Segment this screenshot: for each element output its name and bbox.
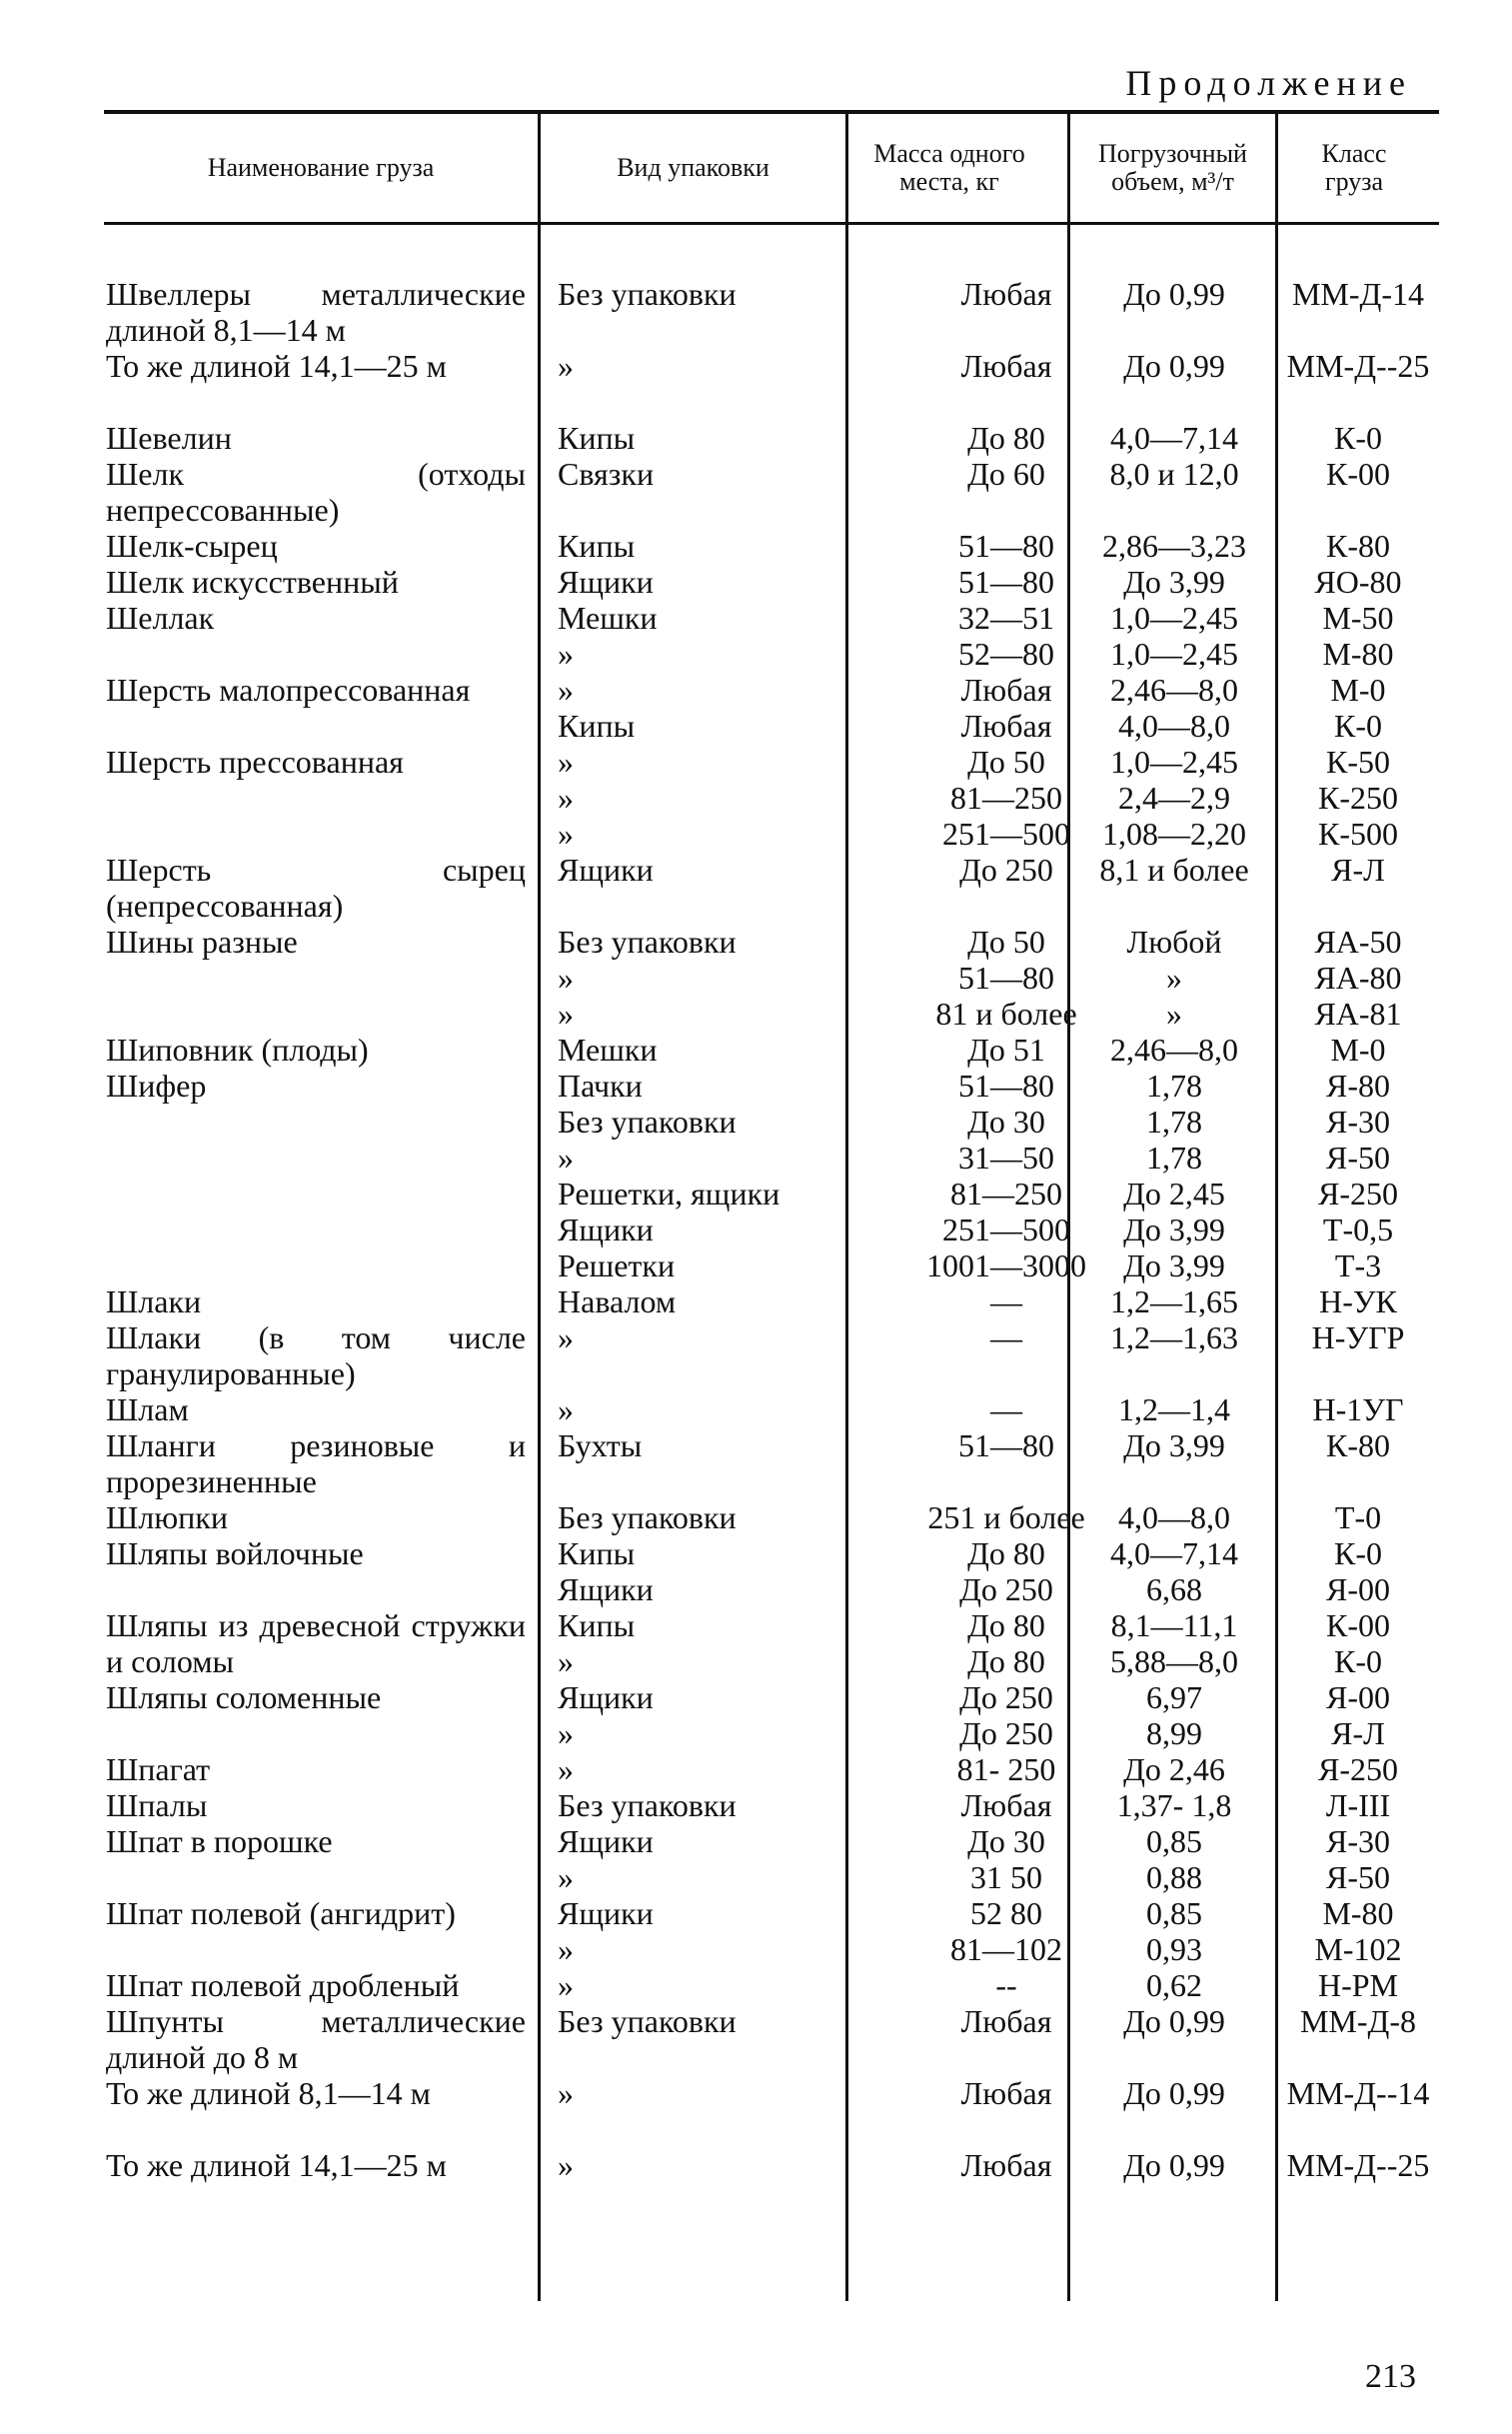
class-cell: Н-УК: [1319, 1283, 1397, 1319]
volume-cell: До 0,99: [1123, 2147, 1225, 2183]
class-cell: К-0: [1334, 708, 1382, 744]
class-cell: Т-0,5: [1322, 1212, 1394, 1247]
cargo-name-cell: Шерсть сырец (непрессованная): [106, 852, 526, 924]
table-row: [104, 1535, 1439, 1571]
mass-cell: 31 50: [970, 1859, 1042, 1895]
cargo-name-cell: Шелк (отходы непрессованные): [106, 456, 526, 528]
volume-cell: 4,0—7,14: [1110, 420, 1238, 456]
mass-cell: Любая: [960, 2075, 1052, 2111]
table-row: [104, 1391, 1439, 1427]
mass-cell: 32—51: [958, 600, 1054, 636]
header-volume: Погрузочный объем, м³/т: [1098, 139, 1247, 196]
cargo-name-cell: То же длиной 14,1—25 м: [106, 348, 447, 384]
packaging-cell: Без упаковки: [558, 1787, 737, 1823]
packaging-cell: »: [558, 1967, 574, 2003]
mass-cell: Любая: [960, 672, 1052, 708]
packaging-cell: »: [558, 996, 574, 1032]
volume-cell: 8,1—11,1: [1110, 1607, 1238, 1643]
header-name: Наименование груза: [207, 153, 435, 182]
mass-cell: До 250: [959, 852, 1053, 888]
cargo-name-cell: То же длиной 14,1—25 м: [106, 2147, 447, 2183]
mass-cell: До 50: [967, 924, 1045, 960]
class-cell: Н-УГР: [1311, 1319, 1405, 1355]
table-row: [104, 528, 1439, 564]
table-row: [104, 1283, 1439, 1319]
table-row: [104, 564, 1439, 600]
table-row: [104, 1895, 1439, 1931]
class-cell: Т-3: [1334, 1247, 1382, 1283]
volume-cell: До 0,99: [1123, 2003, 1225, 2039]
cargo-name-cell: Шифер: [106, 1068, 207, 1104]
packaging-cell: Кипы: [558, 528, 636, 564]
table-row: [104, 672, 1439, 708]
volume-cell: 1,08—2,20: [1102, 816, 1246, 852]
packaging-cell: »: [558, 2075, 574, 2111]
table-row: [104, 2003, 1439, 2075]
volume-cell: 2,86—3,23: [1102, 528, 1246, 564]
class-cell: Л-III: [1325, 1787, 1391, 1823]
packaging-cell: Ящики: [558, 564, 654, 600]
volume-cell: 1,78: [1146, 1068, 1202, 1104]
packaging-cell: Навалом: [558, 1283, 677, 1319]
table-row: [104, 1823, 1439, 1859]
mass-cell: —: [990, 1319, 1022, 1355]
packaging-cell: Решетки: [558, 1247, 676, 1283]
mass-cell: 31—50: [958, 1140, 1054, 1176]
mass-cell: До 80: [967, 1643, 1045, 1679]
mass-cell: 81—250: [950, 780, 1062, 816]
class-cell: Н-1УГ: [1312, 1391, 1404, 1427]
class-cell: К-80: [1326, 1427, 1390, 1463]
cargo-name-cell: Шлаки: [106, 1283, 202, 1319]
cargo-name-cell: Шляпы соломенные: [106, 1679, 382, 1715]
table-row: [104, 708, 1439, 744]
packaging-cell: Без упаковки: [558, 924, 737, 960]
class-cell: ЯА-81: [1314, 996, 1402, 1032]
packaging-cell: »: [558, 1715, 574, 1751]
volume-cell: 1,2—1,4: [1118, 1391, 1230, 1427]
table-row: [104, 1679, 1439, 1715]
volume-cell: 2,4—2,9: [1118, 780, 1230, 816]
table-row: [104, 816, 1439, 852]
volume-cell: 4,0—8,0: [1118, 708, 1230, 744]
packaging-cell: »: [558, 1859, 574, 1895]
table-row: [104, 1499, 1439, 1535]
mass-cell: 81- 250: [956, 1751, 1056, 1787]
volume-cell: 6,68: [1146, 1571, 1202, 1607]
class-cell: Я-250: [1318, 1751, 1398, 1787]
class-cell: Я-00: [1326, 1679, 1390, 1715]
table-row: [104, 1427, 1439, 1499]
table-row: [104, 1571, 1439, 1607]
class-cell: М-80: [1322, 1895, 1394, 1931]
volume-cell: До 3,99: [1123, 1427, 1225, 1463]
mass-cell: 81—102: [950, 1931, 1062, 1967]
class-cell: ЯО-80: [1314, 564, 1402, 600]
packaging-cell: Пачки: [558, 1068, 643, 1104]
packaging-cell: »: [558, 744, 574, 780]
mass-cell: 81—250: [950, 1176, 1062, 1212]
header-mass: Масса одного места, кг: [873, 139, 1025, 196]
table-row: [104, 1068, 1439, 1104]
class-cell: ММ-Д--25: [1286, 348, 1430, 384]
mass-cell: Любая: [960, 348, 1052, 384]
volume-cell: 4,0—8,0: [1118, 1499, 1230, 1535]
volume-cell: 4,0—7,14: [1110, 1535, 1238, 1571]
table-row: [104, 996, 1439, 1032]
cargo-name-cell: Шпат полевой (ангидрит): [106, 1895, 456, 1931]
volume-cell: 1,0—2,45: [1110, 600, 1238, 636]
continuation-label: Продолжение: [1125, 63, 1412, 103]
mass-cell: 51—80: [958, 564, 1054, 600]
cargo-name-cell: Шевелин: [106, 420, 232, 456]
mass-cell: 51—80: [958, 1427, 1054, 1463]
packaging-cell: Мешки: [558, 1032, 658, 1068]
table-row: [104, 636, 1439, 672]
class-cell: К-0: [1334, 1643, 1382, 1679]
mass-cell: До 30: [967, 1104, 1045, 1140]
header-class: Класс груза: [1321, 139, 1387, 196]
cargo-name-cell: Шиповник (плоды): [106, 1032, 369, 1068]
class-cell: К-00: [1326, 1607, 1390, 1643]
volume-cell: До 2,45: [1123, 1176, 1225, 1212]
cargo-name-cell: Шеллак: [106, 600, 215, 636]
mass-cell: До 51: [967, 1032, 1045, 1068]
packaging-cell: »: [558, 1931, 574, 1967]
mass-cell: До 250: [959, 1679, 1053, 1715]
mass-cell: Любая: [960, 708, 1052, 744]
volume-cell: Любой: [1126, 924, 1222, 960]
class-cell: К-250: [1318, 780, 1398, 816]
cargo-name-cell: Швеллеры металлические длиной 8,1—14 м: [106, 276, 526, 348]
mass-cell: 81 и более: [935, 996, 1077, 1032]
table-row: [104, 924, 1439, 960]
mass-cell: 251—500: [942, 816, 1070, 852]
packaging-cell: Связки: [558, 456, 655, 492]
packaging-cell: Ящики: [558, 1679, 654, 1715]
packaging-cell: »: [558, 1643, 574, 1679]
packaging-cell: Без упаковки: [558, 1499, 737, 1535]
mass-cell: До 250: [959, 1571, 1053, 1607]
cargo-name-cell: Шлаки (в том числе гранулированные): [106, 1319, 526, 1391]
packaging-cell: Ящики: [558, 1895, 654, 1931]
packaging-cell: »: [558, 348, 574, 384]
class-cell: К-0: [1334, 420, 1382, 456]
volume-cell: 0,85: [1146, 1895, 1202, 1931]
class-cell: ЯА-80: [1314, 960, 1402, 996]
volume-cell: 1,2—1,65: [1110, 1283, 1238, 1319]
class-cell: М-50: [1322, 600, 1394, 636]
class-cell: Я-50: [1326, 1140, 1390, 1176]
table-row: [104, 852, 1439, 924]
class-cell: Я-50: [1326, 1859, 1390, 1895]
packaging-cell: Ящики: [558, 1571, 654, 1607]
volume-cell: 0,85: [1146, 1823, 1202, 1859]
volume-cell: 5,88—8,0: [1110, 1643, 1238, 1679]
volume-cell: »: [1166, 960, 1182, 996]
volume-cell: До 0,99: [1123, 2075, 1225, 2111]
volume-cell: 1,0—2,45: [1110, 636, 1238, 672]
class-cell: ММ-Д--25: [1286, 2147, 1430, 2183]
cargo-name-cell: Шелк искусственный: [106, 564, 399, 600]
packaging-cell: »: [558, 636, 574, 672]
table-row: [104, 1247, 1439, 1283]
table-row: [104, 1751, 1439, 1787]
cargo-name-cell: Шпат в порошке: [106, 1823, 333, 1859]
volume-cell: До 3,99: [1123, 1212, 1225, 1247]
volume-cell: До 0,99: [1123, 348, 1225, 384]
mass-cell: 51—80: [958, 960, 1054, 996]
table-row: [104, 276, 1439, 348]
class-cell: К-80: [1326, 528, 1390, 564]
mass-cell: --: [995, 1967, 1017, 2003]
class-cell: Я-30: [1326, 1823, 1390, 1859]
class-cell: К-00: [1326, 456, 1390, 492]
mass-cell: Любая: [960, 2147, 1052, 2183]
cargo-name-cell: Шпалы: [106, 1787, 208, 1823]
mass-cell: Любая: [960, 1787, 1052, 1823]
table-body: [104, 276, 1439, 2219]
table-row: [104, 2147, 1439, 2219]
packaging-cell: Бухты: [558, 1427, 643, 1463]
packaging-cell: Без упаковки: [558, 2003, 737, 2039]
packaging-cell: Кипы: [558, 420, 636, 456]
table-row: [104, 780, 1439, 816]
table-row: [104, 1140, 1439, 1176]
packaging-cell: Решетки, ящики: [558, 1176, 780, 1212]
class-cell: Я-250: [1318, 1176, 1398, 1212]
cargo-name-cell: Шины разные: [106, 924, 298, 960]
packaging-cell: Мешки: [558, 600, 658, 636]
mass-cell: 51—80: [958, 528, 1054, 564]
packaging-cell: »: [558, 1140, 574, 1176]
class-cell: ММ-Д-8: [1299, 2003, 1417, 2039]
cargo-name-cell: Шлам: [106, 1391, 189, 1427]
class-cell: ММ-Д--14: [1286, 2075, 1430, 2111]
mass-cell: —: [990, 1391, 1022, 1427]
class-cell: К-0: [1334, 1535, 1382, 1571]
class-cell: ЯА-50: [1314, 924, 1402, 960]
table-row: [104, 600, 1439, 636]
table-row: [104, 1176, 1439, 1212]
table-row: [104, 1032, 1439, 1068]
volume-cell: До 3,99: [1123, 1247, 1225, 1283]
cargo-name-cell: Шланги резиновые и прорезиненные: [106, 1427, 526, 1499]
cargo-name-cell: Шерсть малопрессованная: [106, 672, 471, 708]
table-row: [104, 1931, 1439, 1967]
table-row: [104, 1319, 1439, 1391]
mass-cell: 1001—3000: [926, 1247, 1086, 1283]
volume-cell: 1,0—2,45: [1110, 744, 1238, 780]
class-cell: Я-Л: [1331, 852, 1385, 888]
mass-cell: —: [990, 1283, 1022, 1319]
class-cell: ММ-Д-14: [1291, 276, 1425, 312]
packaging-cell: »: [558, 1391, 574, 1427]
page-number: 213: [1365, 2358, 1416, 2395]
cargo-name-cell: То же длиной 8,1—14 м: [106, 2075, 431, 2111]
volume-cell: 8,0 и 12,0: [1109, 456, 1239, 492]
class-cell: М-80: [1322, 636, 1394, 672]
table-row: [104, 1212, 1439, 1247]
volume-cell: 1,2—1,63: [1110, 1319, 1238, 1355]
cargo-name-cell: Шпунты металлические длиной до 8 м: [106, 2003, 526, 2075]
class-cell: К-50: [1326, 744, 1390, 780]
mass-cell: 51—80: [958, 1068, 1054, 1104]
table-row: [104, 2075, 1439, 2147]
packaging-cell: Ящики: [558, 1823, 654, 1859]
volume-cell: 1,78: [1146, 1140, 1202, 1176]
mass-cell: До 250: [959, 1715, 1053, 1751]
volume-cell: До 2,46: [1123, 1751, 1225, 1787]
packaging-cell: Кипы: [558, 708, 636, 744]
volume-cell: 2,46—8,0: [1110, 1032, 1238, 1068]
class-cell: М-102: [1314, 1931, 1402, 1967]
packaging-cell: Ящики: [558, 1212, 654, 1247]
cargo-name-cell: Шерсть прессованная: [106, 744, 404, 780]
volume-cell: 0,93: [1146, 1931, 1202, 1967]
mass-cell: До 80: [967, 420, 1045, 456]
mass-cell: До 60: [967, 456, 1045, 492]
volume-cell: 8,99: [1146, 1715, 1202, 1751]
class-cell: Я-30: [1326, 1104, 1390, 1140]
cargo-name-cell: Шелк-сырец: [106, 528, 278, 564]
table-row: [104, 348, 1439, 420]
table-row: [104, 744, 1439, 780]
class-cell: К-500: [1318, 816, 1398, 852]
packaging-cell: Без упаковки: [558, 276, 737, 312]
packaging-cell: Кипы: [558, 1607, 636, 1643]
packaging-cell: »: [558, 672, 574, 708]
mass-cell: До 80: [967, 1607, 1045, 1643]
table-row: [104, 1643, 1439, 1679]
mass-cell: Любая: [960, 2003, 1052, 2039]
mass-cell: 251—500: [942, 1212, 1070, 1247]
volume-cell: До 3,99: [1123, 564, 1225, 600]
class-cell: Я-80: [1326, 1068, 1390, 1104]
cargo-name-cell: Шляпы из древесной стружки и соломы: [106, 1607, 526, 1679]
packaging-cell: »: [558, 780, 574, 816]
class-cell: М-0: [1330, 672, 1386, 708]
cargo-name-cell: Шпагат: [106, 1751, 211, 1787]
table-row: [104, 1715, 1439, 1751]
volume-cell: 6,97: [1146, 1679, 1202, 1715]
volume-cell: 8,1 и более: [1099, 852, 1249, 888]
packaging-cell: »: [558, 1319, 574, 1355]
mass-cell: До 80: [967, 1535, 1045, 1571]
cargo-name-cell: Шпат полевой дробленый: [106, 1967, 460, 2003]
table-row: [104, 960, 1439, 996]
class-cell: Т-0: [1334, 1499, 1382, 1535]
cargo-name-cell: Шлюпки: [106, 1499, 228, 1535]
volume-cell: До 0,99: [1123, 276, 1225, 312]
table-row: [104, 1859, 1439, 1895]
volume-cell: 0,62: [1146, 1967, 1202, 2003]
packaging-cell: Кипы: [558, 1535, 636, 1571]
packaging-cell: »: [558, 1751, 574, 1787]
class-cell: Н-РМ: [1317, 1967, 1398, 2003]
volume-cell: »: [1166, 996, 1182, 1032]
mass-cell: Любая: [960, 276, 1052, 312]
volume-cell: 0,88: [1146, 1859, 1202, 1895]
volume-cell: 1,78: [1146, 1104, 1202, 1140]
mass-cell: До 30: [967, 1823, 1045, 1859]
packaging-cell: »: [558, 960, 574, 996]
mass-cell: 251 и более: [927, 1499, 1085, 1535]
table-row: [104, 1967, 1439, 2003]
table-row: [104, 420, 1439, 456]
packaging-cell: Без упаковки: [558, 1104, 737, 1140]
class-cell: Я-00: [1326, 1571, 1390, 1607]
mass-cell: До 50: [967, 744, 1045, 780]
class-cell: Я-Л: [1331, 1715, 1385, 1751]
table-row: [104, 456, 1439, 528]
cargo-name-cell: Шляпы войлочные: [106, 1535, 364, 1571]
header-packaging: Вид упаковки: [617, 153, 769, 182]
packaging-cell: Ящики: [558, 852, 654, 888]
class-cell: М-0: [1330, 1032, 1386, 1068]
packaging-cell: »: [558, 2147, 574, 2183]
volume-cell: 1,37- 1,8: [1116, 1787, 1232, 1823]
packaging-cell: »: [558, 816, 574, 852]
table-row: [104, 1787, 1439, 1823]
mass-cell: 52—80: [958, 636, 1054, 672]
mass-cell: 52 80: [970, 1895, 1042, 1931]
table-row: [104, 1104, 1439, 1140]
volume-cell: 2,46—8,0: [1110, 672, 1238, 708]
